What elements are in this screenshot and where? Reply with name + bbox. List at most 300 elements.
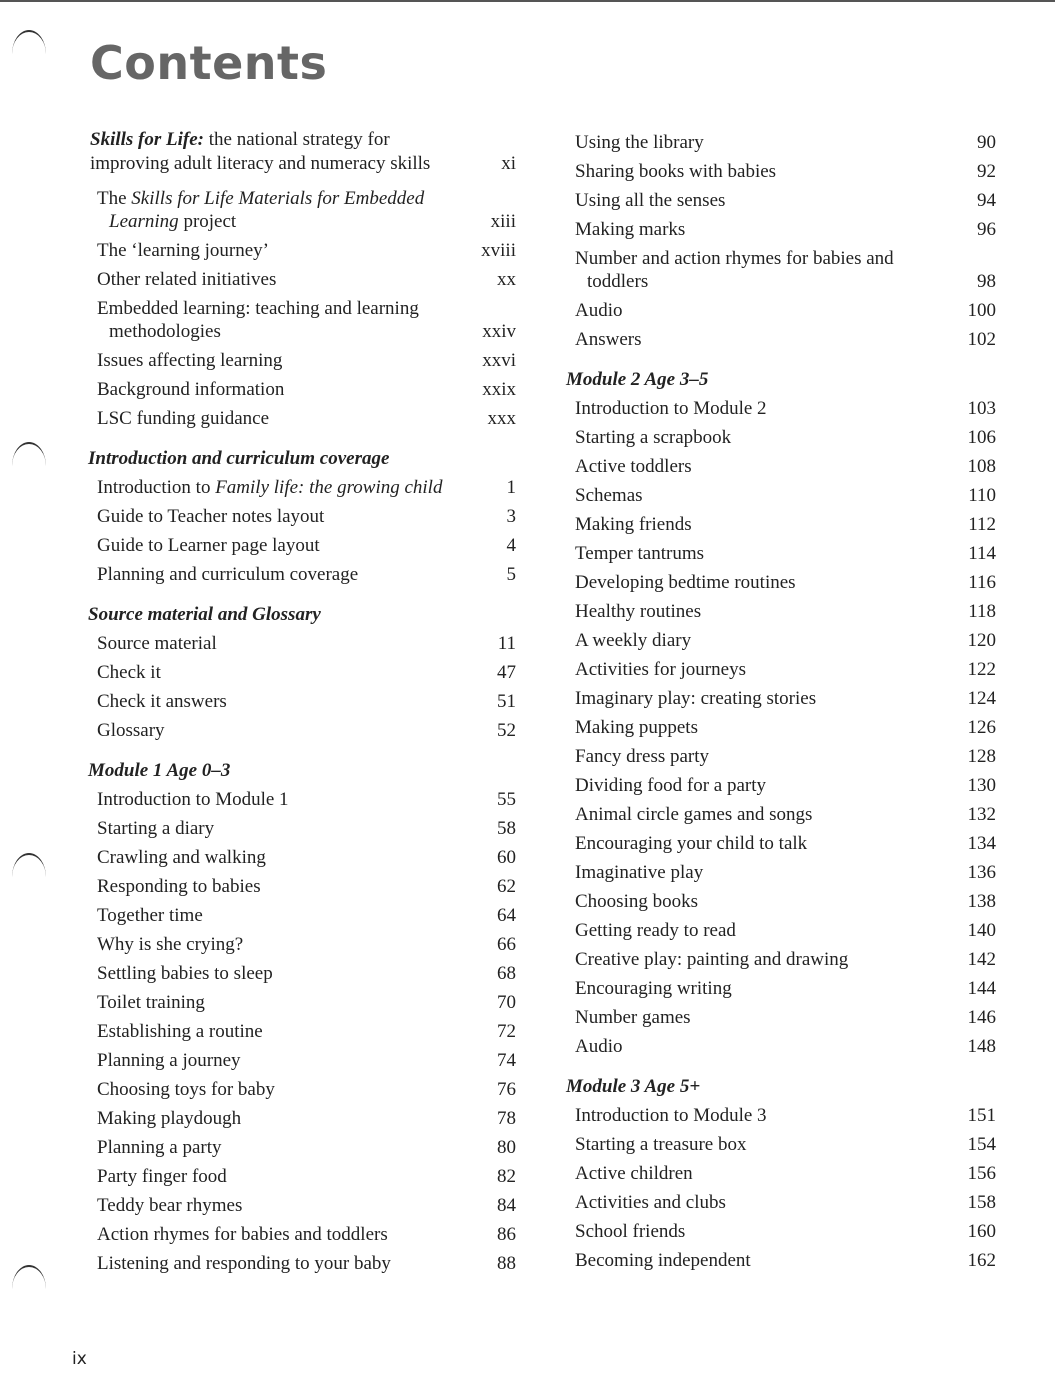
toc-entry-page-number: 72	[497, 1021, 516, 1042]
toc-entry-title-text: Introduction to Module 2	[575, 398, 767, 419]
toc-entry-title-text: Temper tantrums	[575, 543, 704, 564]
toc-entry[interactable]	[566, 684, 998, 713]
toc-entry-page-number: 52	[497, 720, 516, 741]
toc-entry-title-text: Check it answers	[97, 691, 227, 712]
toc-entry-title	[575, 832, 934, 855]
toc-entry[interactable]	[566, 568, 998, 597]
toc-entry-title-text: Healthy routines	[575, 601, 702, 622]
toc-entry[interactable]	[566, 713, 998, 742]
toc-entry[interactable]	[88, 785, 518, 814]
toc-entry-page-number: 108	[967, 456, 996, 477]
toc-entry-title	[97, 378, 454, 401]
toc-entry-title-text: Choosing toys for baby	[97, 1079, 275, 1100]
toc-entry-title	[97, 1223, 454, 1246]
toc-entry-title-text: Making friends	[575, 514, 692, 535]
toc-entry[interactable]	[88, 1133, 518, 1162]
toc-entry-title	[97, 1049, 454, 1072]
toc-entry-title-text: Becoming independent	[575, 1250, 751, 1271]
toc-entry-page-number: 118	[968, 601, 996, 622]
toc-entry-title	[575, 513, 934, 536]
toc-entry-title-text: Making marks	[575, 219, 686, 240]
toc-entry[interactable]	[566, 771, 998, 800]
toc-entry-page-number: 124	[967, 688, 996, 709]
toc-entry-page-number: 134	[967, 833, 996, 854]
toc-entry-page-number: 102	[967, 329, 996, 350]
toc-section-heading[interactable]: Module 2 Age 3–5	[566, 369, 709, 390]
intro-entry[interactable]	[90, 128, 518, 176]
intro-title-rest: the national strategy for improving adult literacy and numeracy skills	[90, 129, 431, 174]
toc-entry-page-number: 96	[977, 219, 996, 240]
toc-entry-title	[575, 600, 934, 623]
toc-entry-title	[97, 239, 454, 262]
toc-entry-title-text: Establishing a routine	[97, 1021, 263, 1042]
toc-entry-title	[97, 1165, 454, 1188]
toc-entry[interactable]	[566, 128, 998, 157]
toc-entry-title-text: LSC funding guidance	[97, 408, 270, 429]
toc-entry-page-number: 74	[497, 1050, 516, 1071]
toc-section	[88, 757, 518, 1278]
toc-entry-page-number: xxiv	[482, 321, 516, 342]
toc-entry-title	[575, 426, 934, 449]
toc-entry[interactable]	[566, 452, 998, 481]
toc-entry-page-number: 80	[497, 1137, 516, 1158]
toc-entry[interactable]	[88, 1104, 518, 1133]
binder-hole-mark	[12, 1265, 46, 1289]
toc-entry-page-number: 1	[506, 477, 516, 498]
toc-entry[interactable]	[566, 510, 998, 539]
toc-section-heading[interactable]: Source material and Glossary	[88, 604, 321, 625]
toc-entry[interactable]	[566, 916, 998, 945]
toc-entry-title-text: Toilet training	[97, 992, 205, 1013]
toc-entry-title-text: Encouraging your child to talk	[575, 833, 808, 854]
toc-entry-page-number: 51	[497, 691, 516, 712]
toc-entry[interactable]	[88, 236, 518, 265]
toc-entry-page-number: 116	[968, 572, 996, 593]
toc-entry-title-text: Getting ready to read	[575, 920, 736, 941]
toc-entry[interactable]	[566, 325, 998, 354]
toc-entry-title	[575, 542, 934, 565]
binder-hole-mark	[12, 30, 46, 54]
toc-entry-title	[575, 687, 934, 710]
toc-entry[interactable]	[88, 265, 518, 294]
toc-entry-page-number: 151	[967, 1105, 996, 1126]
toc-entry-title-text: Number and action rhymes for babies and toddlers	[575, 248, 894, 292]
toc-entry-page-number: 110	[968, 485, 996, 506]
toc-entry[interactable]	[566, 800, 998, 829]
toc-entry-title	[97, 1078, 454, 1101]
toc-entry-title	[575, 299, 934, 322]
left-sections	[88, 445, 518, 1278]
toc-entry-title-text: Action rhymes for babies and toddlers	[97, 1224, 388, 1245]
toc-entry-title	[97, 1194, 454, 1217]
toc-entry-title	[575, 571, 934, 594]
toc-entry-title-text: School friends	[575, 1221, 686, 1242]
toc-entry[interactable]	[88, 184, 518, 236]
toc-entry-title	[575, 977, 934, 1000]
toc-entry[interactable]	[566, 296, 998, 325]
toc-section	[88, 445, 518, 589]
toc-entry[interactable]	[566, 1032, 998, 1061]
toc-entry-title	[575, 1006, 934, 1029]
toc-entry-page-number: 138	[967, 891, 996, 912]
toc-entry-page-number: 92	[977, 161, 996, 182]
toc-entry-page-number: 88	[497, 1253, 516, 1274]
toc-entry[interactable]	[566, 1101, 998, 1130]
toc-entry-title	[97, 187, 454, 233]
toc-entry-title	[575, 745, 934, 768]
toc-entry-title-text: Why is she crying?	[97, 934, 244, 955]
toc-entry[interactable]	[566, 974, 998, 1003]
toc-entry-page-number: 158	[967, 1192, 996, 1213]
toc-entry[interactable]	[566, 186, 998, 215]
toc-entry-title-text: Audio	[575, 300, 623, 321]
toc-entry-title-italic: Skills for Life Materials for Embedded Learning	[109, 188, 425, 232]
toc-entry[interactable]	[566, 1188, 998, 1217]
toc-entry-title	[575, 328, 934, 351]
toc-entry-page-number: 64	[497, 905, 516, 926]
toc-entry-title-text: Activities and clubs	[575, 1192, 726, 1213]
toc-entry-title	[97, 846, 454, 869]
toc-entry[interactable]	[88, 843, 518, 872]
toc-entry-title	[97, 534, 454, 557]
toc-entry-page-number: 66	[497, 934, 516, 955]
toc-entry-title	[97, 788, 454, 811]
toc-entry-page-number: 90	[977, 132, 996, 153]
toc-entry[interactable]	[88, 901, 518, 930]
toc-entry[interactable]	[88, 1220, 518, 1249]
toc-entry[interactable]	[88, 1191, 518, 1220]
toc-entry-title	[575, 160, 934, 183]
toc-entry-title	[575, 1104, 934, 1127]
toc-entry[interactable]	[566, 1159, 998, 1188]
toc-entry-page-number: 60	[497, 847, 516, 868]
toc-entry-page-number: 146	[967, 1007, 996, 1028]
toc-entry-title-text: Settling babies to sleep	[97, 963, 273, 984]
toc-entry-page-number: 122	[967, 659, 996, 680]
toc-entry[interactable]	[88, 560, 518, 589]
toc-entry-title	[575, 774, 934, 797]
toc-entry-title-text: Active toddlers	[575, 456, 692, 477]
toc-entry-page-number: 58	[497, 818, 516, 839]
toc-entry-page-number: 140	[967, 920, 996, 941]
intro-title-italic: Skills for Life:	[90, 129, 204, 150]
toc-entry[interactable]	[88, 294, 518, 346]
toc-entry-page-number: 82	[497, 1166, 516, 1187]
toc-entry-title	[575, 948, 934, 971]
toc-entry-page-number: 126	[967, 717, 996, 738]
toc-entry-title	[575, 861, 934, 884]
toc-entry-title	[575, 1191, 934, 1214]
page-folio: ix	[72, 1349, 87, 1369]
right-sections	[566, 366, 998, 1275]
toc-entry-title	[97, 875, 454, 898]
toc-entry-title-text: Listening and responding to your baby	[97, 1253, 391, 1274]
toc-entry-title	[97, 268, 454, 291]
toc-entry-page-number: 76	[497, 1079, 516, 1100]
toc-entry[interactable]	[566, 215, 998, 244]
toc-entry-title-text: Making playdough	[97, 1108, 242, 1129]
toc-entry-title-text: Introduction to Module 1	[97, 789, 289, 810]
toc-entry-page-number: 156	[967, 1163, 996, 1184]
toc-entry-page-number: 84	[497, 1195, 516, 1216]
toc-entry-title-text: Encouraging writing	[575, 978, 732, 999]
toc-entry-title	[575, 1035, 934, 1058]
toc-entry-title	[97, 719, 454, 742]
toc-entry-title	[97, 1020, 454, 1043]
page-title: Contents	[90, 36, 328, 90]
toc-entry-title-text: Starting a scrapbook	[575, 427, 732, 448]
toc-entry-title-text: Activities for journeys	[575, 659, 746, 680]
toc-entry-title	[575, 716, 934, 739]
toc-entry-title-text: Using the library	[575, 132, 704, 153]
toc-entry[interactable]	[566, 1217, 998, 1246]
toc-entry[interactable]	[88, 1017, 518, 1046]
toc-entry[interactable]	[88, 716, 518, 745]
toc-entry[interactable]	[566, 829, 998, 858]
toc-entry-title	[575, 218, 934, 241]
toc-entry-page-number: 144	[967, 978, 996, 999]
toc-entry[interactable]	[566, 626, 998, 655]
toc-entry-title	[97, 297, 454, 343]
module-1-continuation-list	[566, 128, 998, 354]
toc-entry-title-text: Introduction to	[97, 477, 216, 498]
toc-entry-title	[97, 991, 454, 1014]
toc-entry-title-text: Schemas	[575, 485, 643, 506]
toc-entry-title	[575, 890, 934, 913]
toc-entry-title-text: Planning and curriculum coverage	[97, 564, 359, 585]
contents-right-column	[566, 128, 998, 1275]
toc-entry-title	[575, 629, 934, 652]
toc-entry-page-number: 5	[506, 564, 516, 585]
toc-entry-title	[575, 919, 934, 942]
toc-entry[interactable]	[88, 473, 518, 502]
toc-entry-title	[97, 962, 454, 985]
toc-entry-title	[575, 1220, 934, 1243]
toc-entry[interactable]	[88, 687, 518, 716]
intro-entries-list	[88, 184, 518, 433]
toc-entry-title-text: Introduction to Module 3	[575, 1105, 767, 1126]
toc-entry-title-text: Answers	[575, 329, 642, 350]
toc-entry[interactable]	[88, 658, 518, 687]
toc-entry[interactable]	[566, 539, 998, 568]
toc-entry[interactable]	[88, 930, 518, 959]
toc-entry-page-number: 86	[497, 1224, 516, 1245]
toc-entry-title	[575, 1133, 934, 1156]
toc-entry-page-number: 70	[497, 992, 516, 1013]
toc-entry-page-number: xxvi	[482, 350, 516, 371]
toc-section	[566, 366, 998, 1061]
toc-entry-title	[97, 632, 454, 655]
toc-entry-page-number: 120	[967, 630, 996, 651]
toc-entry-page-number: xx	[497, 269, 516, 290]
toc-entry-title-text: Guide to Learner page layout	[97, 535, 320, 556]
toc-entry-title-text: A weekly diary	[575, 630, 692, 651]
toc-entry-page-number: 78	[497, 1108, 516, 1129]
toc-entry-title	[575, 658, 934, 681]
toc-entry-title	[97, 349, 454, 372]
toc-entry-title-italic: Family life: the growing child	[215, 477, 443, 498]
toc-entry-title-text: Together time	[97, 905, 203, 926]
toc-entry-title	[575, 455, 934, 478]
toc-entry[interactable]	[566, 423, 998, 452]
toc-entry-title-text: Making puppets	[575, 717, 698, 738]
intro-entry-label	[90, 129, 430, 174]
toc-entry-page-number: 160	[967, 1221, 996, 1242]
toc-entry-page-number: xviii	[481, 240, 516, 261]
toc-entry-page-number: 3	[506, 506, 516, 527]
toc-entry-title	[575, 1162, 934, 1185]
toc-entry-title-text: Crawling and walking	[97, 847, 266, 868]
toc-entry[interactable]	[88, 531, 518, 560]
toc-entry-title	[97, 563, 454, 586]
toc-entry[interactable]	[88, 1075, 518, 1104]
toc-entry-title	[575, 1249, 934, 1272]
toc-entry-page-number: 11	[497, 633, 516, 654]
toc-entry[interactable]	[88, 959, 518, 988]
intro-page-number: xi	[501, 153, 516, 174]
toc-entry-page-number: 100	[967, 300, 996, 321]
toc-entry-title	[97, 817, 454, 840]
toc-entry[interactable]	[566, 481, 998, 510]
toc-entry[interactable]	[566, 945, 998, 974]
toc-entry-title-text: Guide to Teacher notes layout	[97, 506, 325, 527]
binder-hole-mark	[12, 442, 46, 466]
toc-entry[interactable]	[566, 858, 998, 887]
toc-entry-title-text: Active children	[575, 1163, 693, 1184]
toc-entry-title-text: Responding to babies	[97, 876, 261, 897]
toc-entry[interactable]	[566, 655, 998, 684]
toc-entry-page-number: 98	[977, 271, 996, 292]
toc-entry[interactable]	[566, 597, 998, 626]
toc-entry-title	[97, 1252, 454, 1275]
toc-entry-title-text: Creative play: painting and drawing	[575, 949, 849, 970]
toc-entry-title	[97, 690, 454, 713]
toc-entry-title-text: Check it	[97, 662, 161, 683]
toc-section	[566, 1073, 998, 1275]
toc-section-heading[interactable]: Module 1 Age 0–3	[88, 760, 231, 781]
binder-hole-mark	[12, 853, 46, 877]
toc-entry[interactable]	[566, 157, 998, 186]
toc-entry-page-number: 55	[497, 789, 516, 810]
toc-entry[interactable]	[88, 988, 518, 1017]
toc-entry[interactable]	[88, 375, 518, 404]
toc-entry[interactable]	[566, 1130, 998, 1159]
toc-entry-title-text: Audio	[575, 1036, 623, 1057]
toc-entry-page-number: 62	[497, 876, 516, 897]
toc-entry-title-text: Animal circle games and songs	[575, 804, 813, 825]
toc-entry-title-text: Sharing books with babies	[575, 161, 777, 182]
toc-entry-title-text: Background information	[97, 379, 285, 400]
toc-entry-title	[575, 131, 934, 154]
toc-entry-page-number: 47	[497, 662, 516, 683]
top-edge-line	[0, 0, 1055, 2]
toc-entry-title	[97, 476, 454, 499]
toc-entry-title-text: Using all the senses	[575, 190, 726, 211]
toc-entry-title	[97, 1136, 454, 1159]
toc-entry[interactable]	[88, 404, 518, 433]
toc-entry[interactable]	[88, 872, 518, 901]
toc-entry-title	[97, 1107, 454, 1130]
toc-entry-title-text: Imaginary play: creating stories	[575, 688, 817, 709]
toc-entry-title-text: Starting a diary	[97, 818, 215, 839]
toc-entry[interactable]	[566, 1003, 998, 1032]
toc-entry-title	[97, 904, 454, 927]
toc-section-heading[interactable]: Module 3 Age 5+	[566, 1076, 701, 1097]
toc-entry[interactable]	[88, 1249, 518, 1278]
toc-entry-title-text: Embedded learning: teaching and learning methodologies	[97, 298, 419, 342]
contents-left-column	[88, 128, 518, 1278]
toc-entry-title	[575, 247, 934, 293]
toc-entry-page-number: 68	[497, 963, 516, 984]
toc-entry-title	[575, 803, 934, 826]
toc-entry-page-number: xxx	[487, 408, 516, 429]
toc-entry-title-text: The	[97, 188, 132, 209]
toc-entry-page-number: 162	[967, 1250, 996, 1271]
toc-entry-title	[97, 407, 454, 430]
toc-entry-title-text: Party finger food	[97, 1166, 227, 1187]
toc-entry[interactable]	[88, 814, 518, 843]
toc-entry-page-number: xiii	[490, 211, 516, 232]
toc-entry-title-text: Glossary	[97, 720, 165, 741]
toc-entry-page-number: 130	[967, 775, 996, 796]
toc-entry-title-text: Imaginative play	[575, 862, 704, 883]
toc-entry-title-text: Dividing food for a party	[575, 775, 767, 796]
toc-entry-title-text: project	[178, 211, 237, 232]
toc-entry-page-number: 106	[967, 427, 996, 448]
toc-entry[interactable]	[88, 1162, 518, 1191]
toc-entry[interactable]	[88, 502, 518, 531]
toc-entry[interactable]	[88, 346, 518, 375]
toc-entry[interactable]	[566, 394, 998, 423]
toc-entry-title	[575, 189, 934, 212]
toc-entry-title	[575, 397, 934, 420]
toc-entry-page-number: 4	[506, 535, 516, 556]
toc-entry-page-number: 114	[968, 543, 996, 564]
toc-entry[interactable]	[88, 629, 518, 658]
toc-entry-title	[97, 505, 454, 528]
toc-entry-title-text: Issues affecting learning	[97, 350, 283, 371]
toc-entry-title	[97, 661, 454, 684]
toc-entry-title-text: Planning a journey	[97, 1050, 241, 1071]
toc-entry-page-number: xxix	[482, 379, 516, 400]
toc-entry[interactable]	[566, 742, 998, 771]
toc-entry-title-text: Number games	[575, 1007, 691, 1028]
toc-entry-page-number: 136	[967, 862, 996, 883]
toc-entry[interactable]	[88, 1046, 518, 1075]
toc-entry[interactable]	[566, 1246, 998, 1275]
toc-entry-page-number: 148	[967, 1036, 996, 1057]
toc-entry-page-number: 132	[967, 804, 996, 825]
toc-entry-page-number: 128	[967, 746, 996, 767]
toc-section-heading[interactable]: Introduction and curriculum coverage	[88, 448, 390, 469]
toc-entry-title-text: Planning a party	[97, 1137, 222, 1158]
toc-entry-title-text: The ‘learning journey’	[97, 240, 269, 261]
toc-entry-title-text: Developing bedtime routines	[575, 572, 796, 593]
toc-entry-title-text: Source material	[97, 633, 217, 654]
toc-entry-title	[575, 484, 934, 507]
toc-entry-page-number: 142	[967, 949, 996, 970]
toc-entry-title	[97, 933, 454, 956]
toc-section	[88, 601, 518, 745]
toc-entry-title-text: Starting a treasure box	[575, 1134, 747, 1155]
toc-entry-title-text: Fancy dress party	[575, 746, 710, 767]
toc-entry-page-number: 154	[967, 1134, 996, 1155]
toc-entry-title-text: Choosing books	[575, 891, 698, 912]
toc-entry[interactable]	[566, 887, 998, 916]
toc-entry-page-number: 94	[977, 190, 996, 211]
toc-entry-title-text: Other related initiatives	[97, 269, 277, 290]
toc-entry[interactable]	[566, 244, 998, 296]
